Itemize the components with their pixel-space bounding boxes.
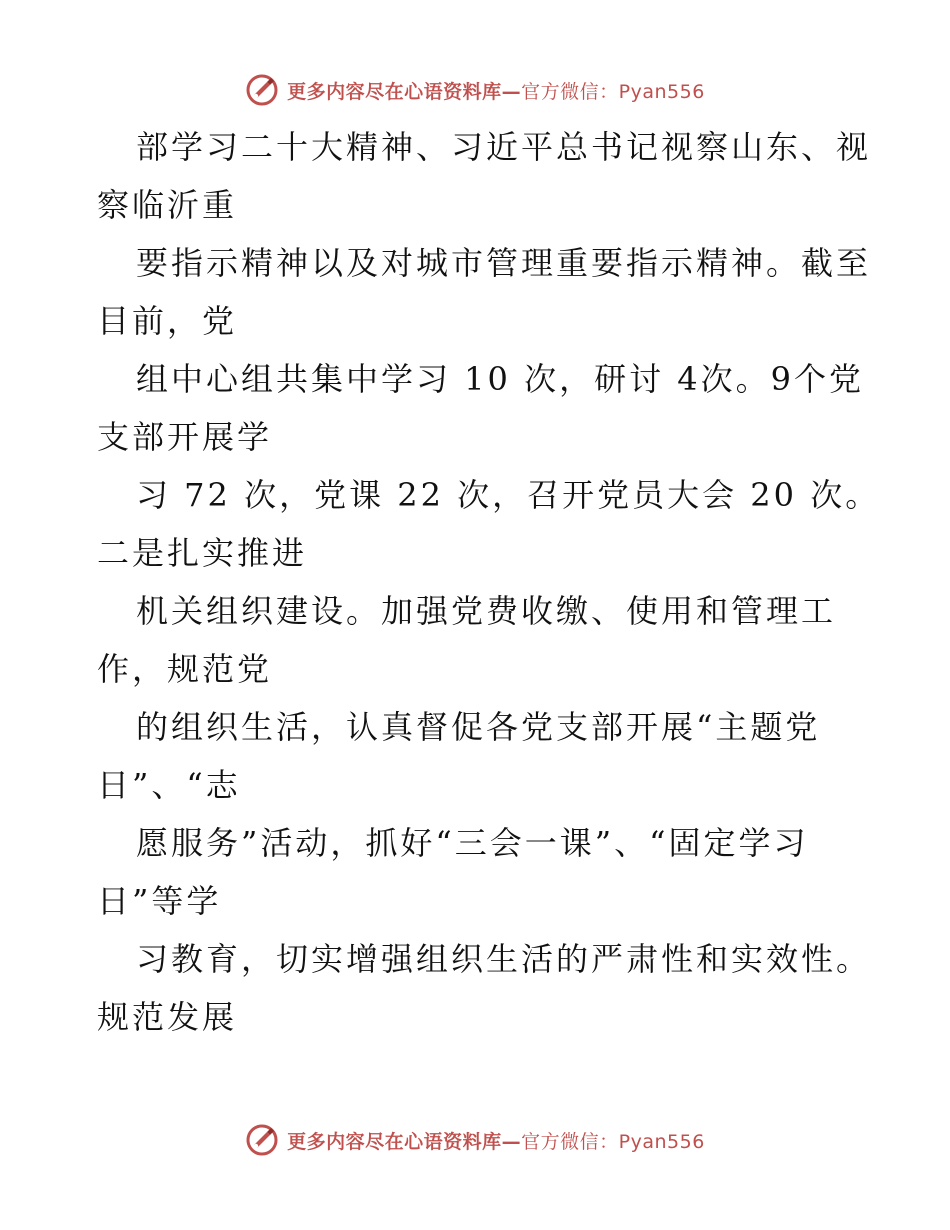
body-text-line: 机关组织建设。加强党费收缴、使用和管理工 [136,592,837,630]
header-banner-title: 更多内容尽在心语资料库— [287,80,522,103]
body-text-line: 目前，党 [97,302,238,340]
header-banner-wechat: 官方微信：Pyan556 [521,80,705,103]
header-banner [0,70,950,110]
body-text-line: 要指示精神以及对城市管理重要指示精神。截至 [136,244,872,282]
body-text-line: 愿服务”活动，抓好“三会一课”、“固定学习 [136,824,809,862]
footer-banner-wechat: 官方微信：Pyan556 [521,1130,705,1153]
body-text-line: 日”、“志 [97,766,241,804]
brand-logo-icon [245,73,279,107]
footer-banner [0,1120,950,1160]
body-text-line: 部学习二十大精神、习近平总书记视察山东、视 [136,128,872,166]
footer-banner-text [287,1127,705,1154]
body-text-line: 察临沂重 [97,186,238,224]
body-text-line: 习 72 次，党课 22 次，召开党员大会 20 次。 [136,476,881,514]
body-text-line: 支部开展学 [97,418,273,456]
body-text-line: 作，规范党 [97,650,273,688]
body-text-line: 规范发展 [97,998,238,1036]
body-text-line: 习教育，切实增强组织生活的严肃性和实效性。 [136,940,872,978]
body-text-line: 二是扎实推进 [97,534,308,572]
header-banner-text [287,77,705,104]
body-text-line: 日”等学 [97,882,222,920]
footer-banner-title: 更多内容尽在心语资料库— [287,1130,522,1153]
body-text-line: 组中心组共集中学习 10 次，研讨 4次。9个党 [136,360,864,398]
brand-logo-icon [245,1123,279,1157]
document-body [0,118,950,1046]
body-text-line: 的组织生活，认真督促各党支部开展“主题党 [136,708,821,746]
